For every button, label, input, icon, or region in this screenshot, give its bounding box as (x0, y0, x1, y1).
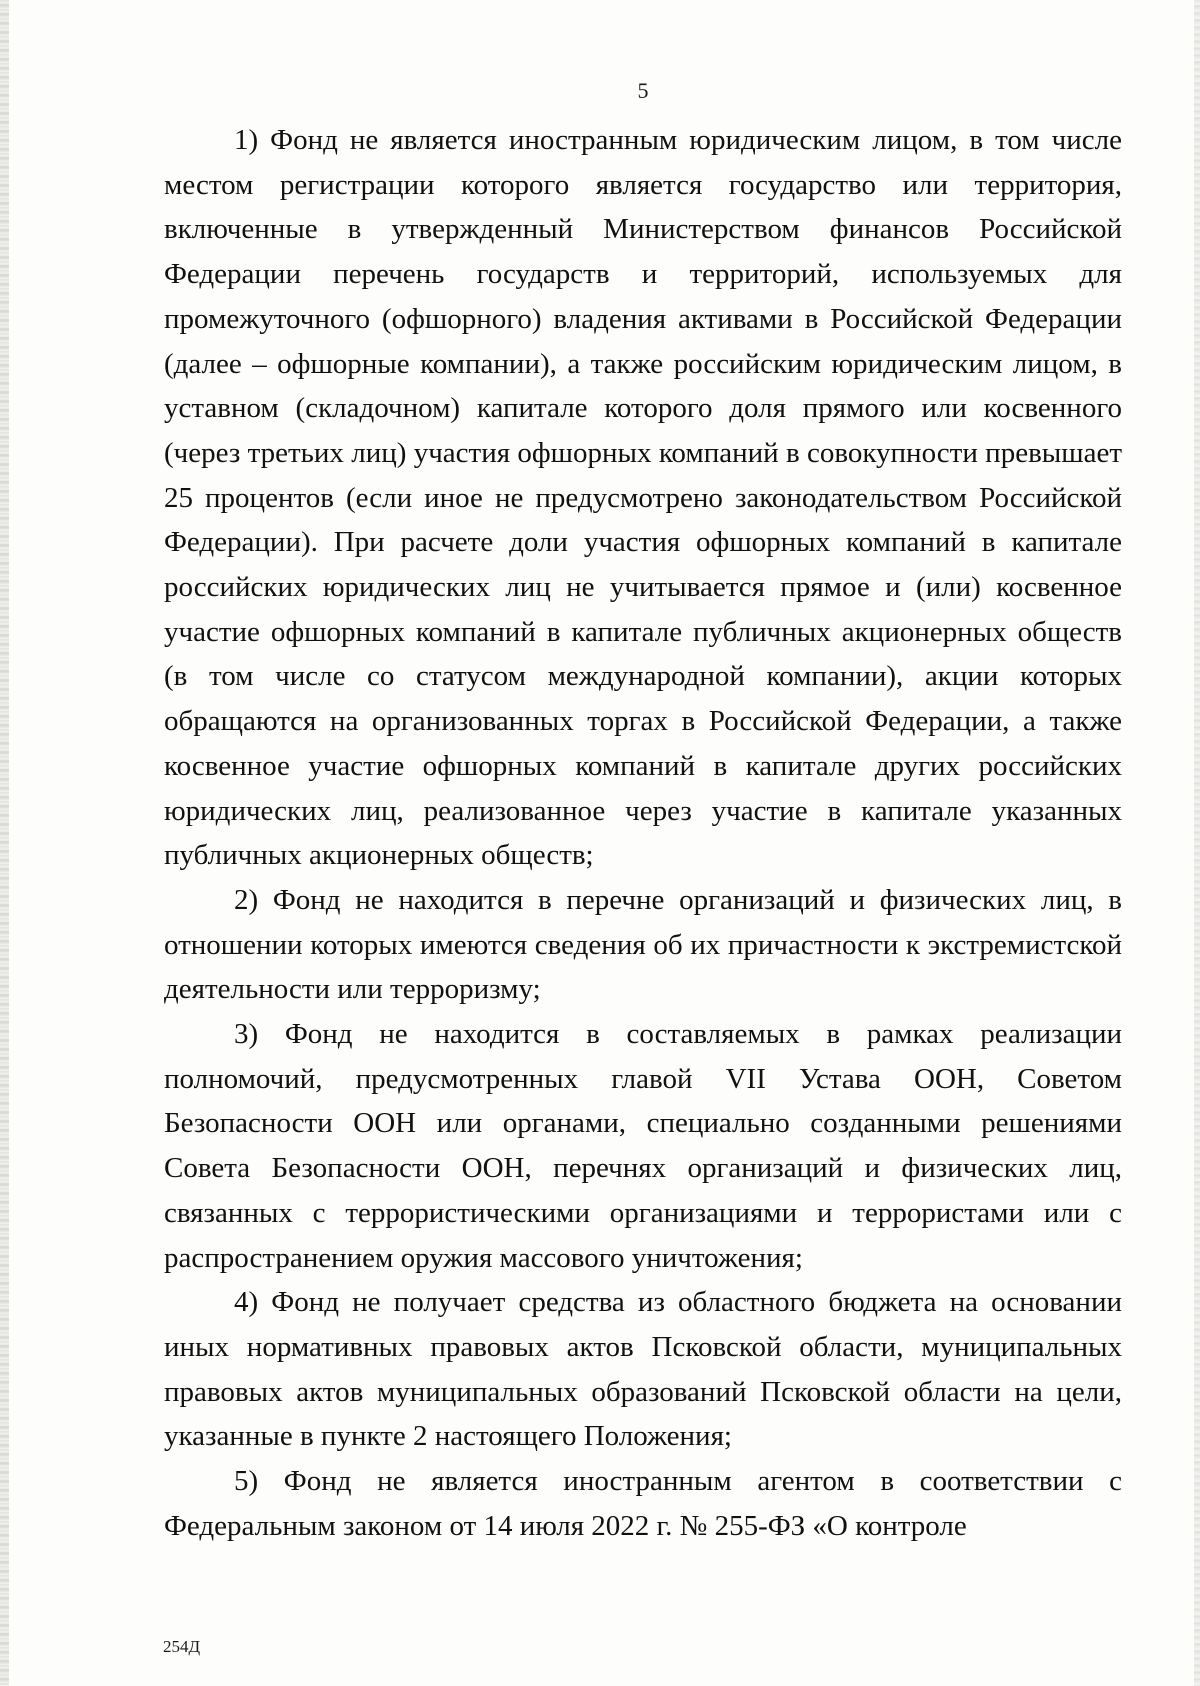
scan-edge-left (0, 0, 9, 1686)
paragraph-item-5: 5) Фонд не является иностранным агентом в соответствии с Федеральным законом от 14 июля 2022 г. № 255-ФЗ «О контроле (164, 1465, 1122, 1542)
paragraph-item-3: 3) Фонд не находится в составляемых в рамках реализации полномочий, предусмотренных главой VII Устава ООН, Советом Безопасности ООН или органами, специально созданными решениями Совета Безопасности ООН, перечнях организаций и физических лиц, связанных с террористическими организациями и террористами или с распространением оружия массового уничтожения; (164, 1018, 1122, 1274)
page-number: 5 (637, 78, 649, 103)
footer-document-code: 254Д (163, 1637, 201, 1656)
scan-edge-right (1194, 0, 1200, 1686)
paragraph-item-4: 4) Фонд не получает средства из областного бюджета на основании иных нормативных правовых актов Псковской области, муниципальных правовых актов муниципальных образований Псковской области на цели, указанные в пункте 2 настоящего Положения; (164, 1286, 1122, 1453)
paragraph-item-1: 1) Фонд не является иностранным юридическим лицом, в том числе местом регистрации которого является государство или территория, включенные в утвержденный Министерством финансов Российской Федерации перечень государств и территорий, используемых для промежуточного (офшорного) владения активами в Российской Федерации (далее – офшорные компании), а также российским юридическим лицом, в уставном (складочном) капитале которого доля прямого или косвенного (через третьих лиц) участия офшорных компаний в совокупности превышает 25 процентов (если иное не предусмотрено законодательством Российской Федерации). При расчете доли участия офшорных компаний в капитале российских юридических лиц не учитывается прямое и (или) косвенное участие офшорных компаний в капитале публичных акционерных обществ (в том числе со статусом международной компании), акции которых обращаются на организованных торгах в Российской Федерации, а также косвенное участие офшорных компаний в капитале других российских юридических лиц, реализованное через участие в капитале указанных публичных акционерных обществ; (164, 124, 1122, 872)
document-body (164, 118, 1122, 1549)
paragraph-item-2: 2) Фонд не находится в перечне организаций и физических лиц, в отношении которых имеются сведения об их причастности к экстремистской деятельности или терроризму; (164, 883, 1122, 1006)
